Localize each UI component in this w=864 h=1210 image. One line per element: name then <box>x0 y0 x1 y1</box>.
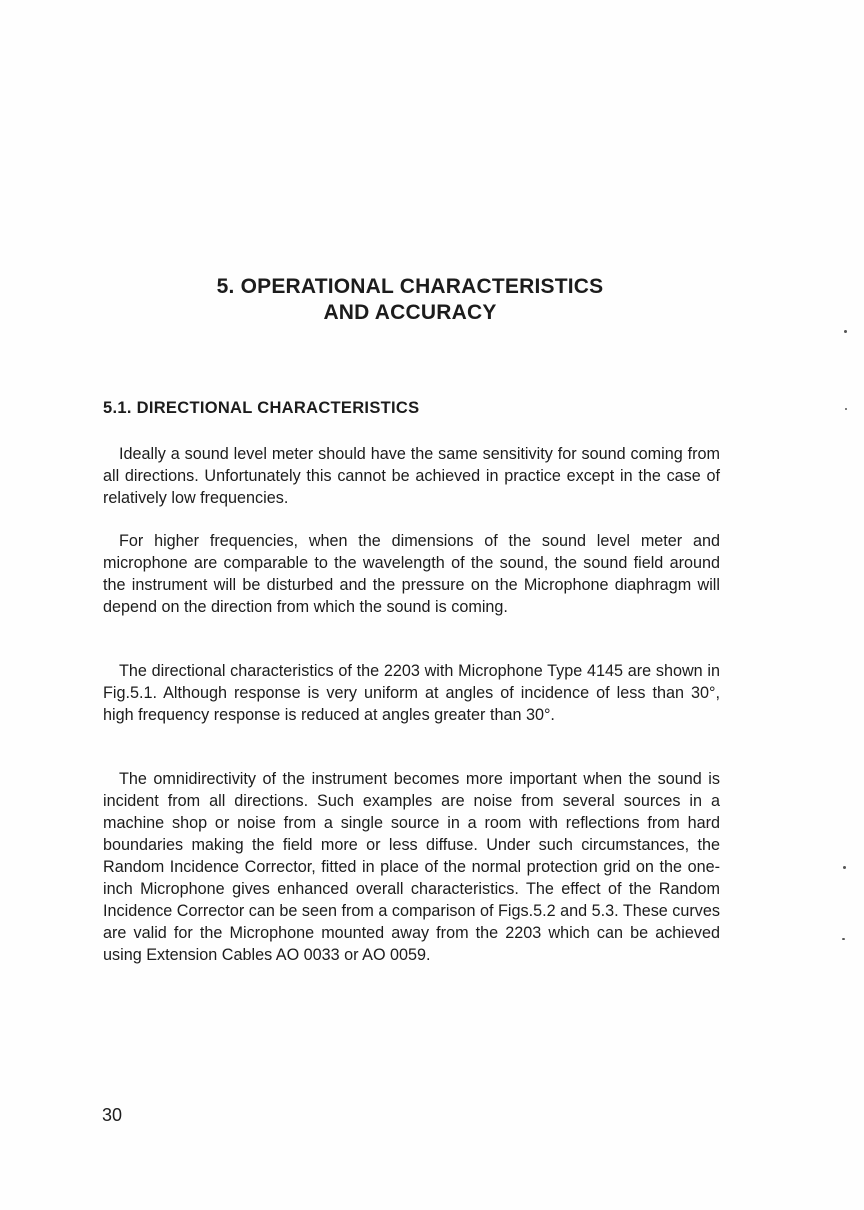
section-heading: 5.1. DIRECTIONAL CHARACTERISTICS <box>103 399 420 417</box>
paragraph-4-text: The omnidirectivity of the instrument becomes more important when the sound is incident from all directions. Such examples are noise from several sources in a machine shop or noise from a single source in a room with reflections from hard boundaries making the field more or less diffuse. Under such circumstances, the Random Incidence Corrector, fitted in place of the normal protection grid on the one-inch Microphone gives enhanced overall characteristics. The effect of the Random Incidence Corrector can be seen from a comparison of Figs.5.2 and 5.3. These curves are valid for the Microphone mounted away from the 2203 which can be achieved using Extension Cables AO 0033 or AO 0059. <box>103 770 720 964</box>
scan-speck <box>845 408 847 410</box>
scan-speck <box>843 866 846 869</box>
paragraph-2-text: For higher frequencies, when the dimensions of the sound level meter and microphone are comparable to the wavelength of the sound, the sound field around the instrument will be disturbed and the pressure on the Microphone diaphragm will depend on the direction from which the sound is coming. <box>103 532 720 616</box>
paragraph-3-text: The directional characteristics of the 2203 with Microphone Type 4145 are shown in Fig.5.1. Although response is very uniform at angles of incidence of less than 30°, high frequency response is reduced at angles greater than 30°. <box>103 662 720 724</box>
chapter-title-line-2: AND ACCURACY <box>323 301 497 324</box>
page-number: 30 <box>102 1105 123 1125</box>
paragraph-4 <box>103 768 720 966</box>
chapter-title <box>150 274 670 326</box>
paragraph-1-text: Ideally a sound level meter should have the same sensitivity for sound coming from all directions. Unfortunately this cannot be achieved in practice except in the case of relatively low frequencies. <box>103 445 720 507</box>
chapter-title-line-1: 5. OPERATIONAL CHARACTERISTICS <box>216 275 604 298</box>
paragraph-1 <box>103 443 720 509</box>
paragraph-2 <box>103 530 720 618</box>
scan-speck <box>844 330 847 333</box>
paragraph-3 <box>103 660 720 726</box>
scan-speck <box>842 938 845 940</box>
